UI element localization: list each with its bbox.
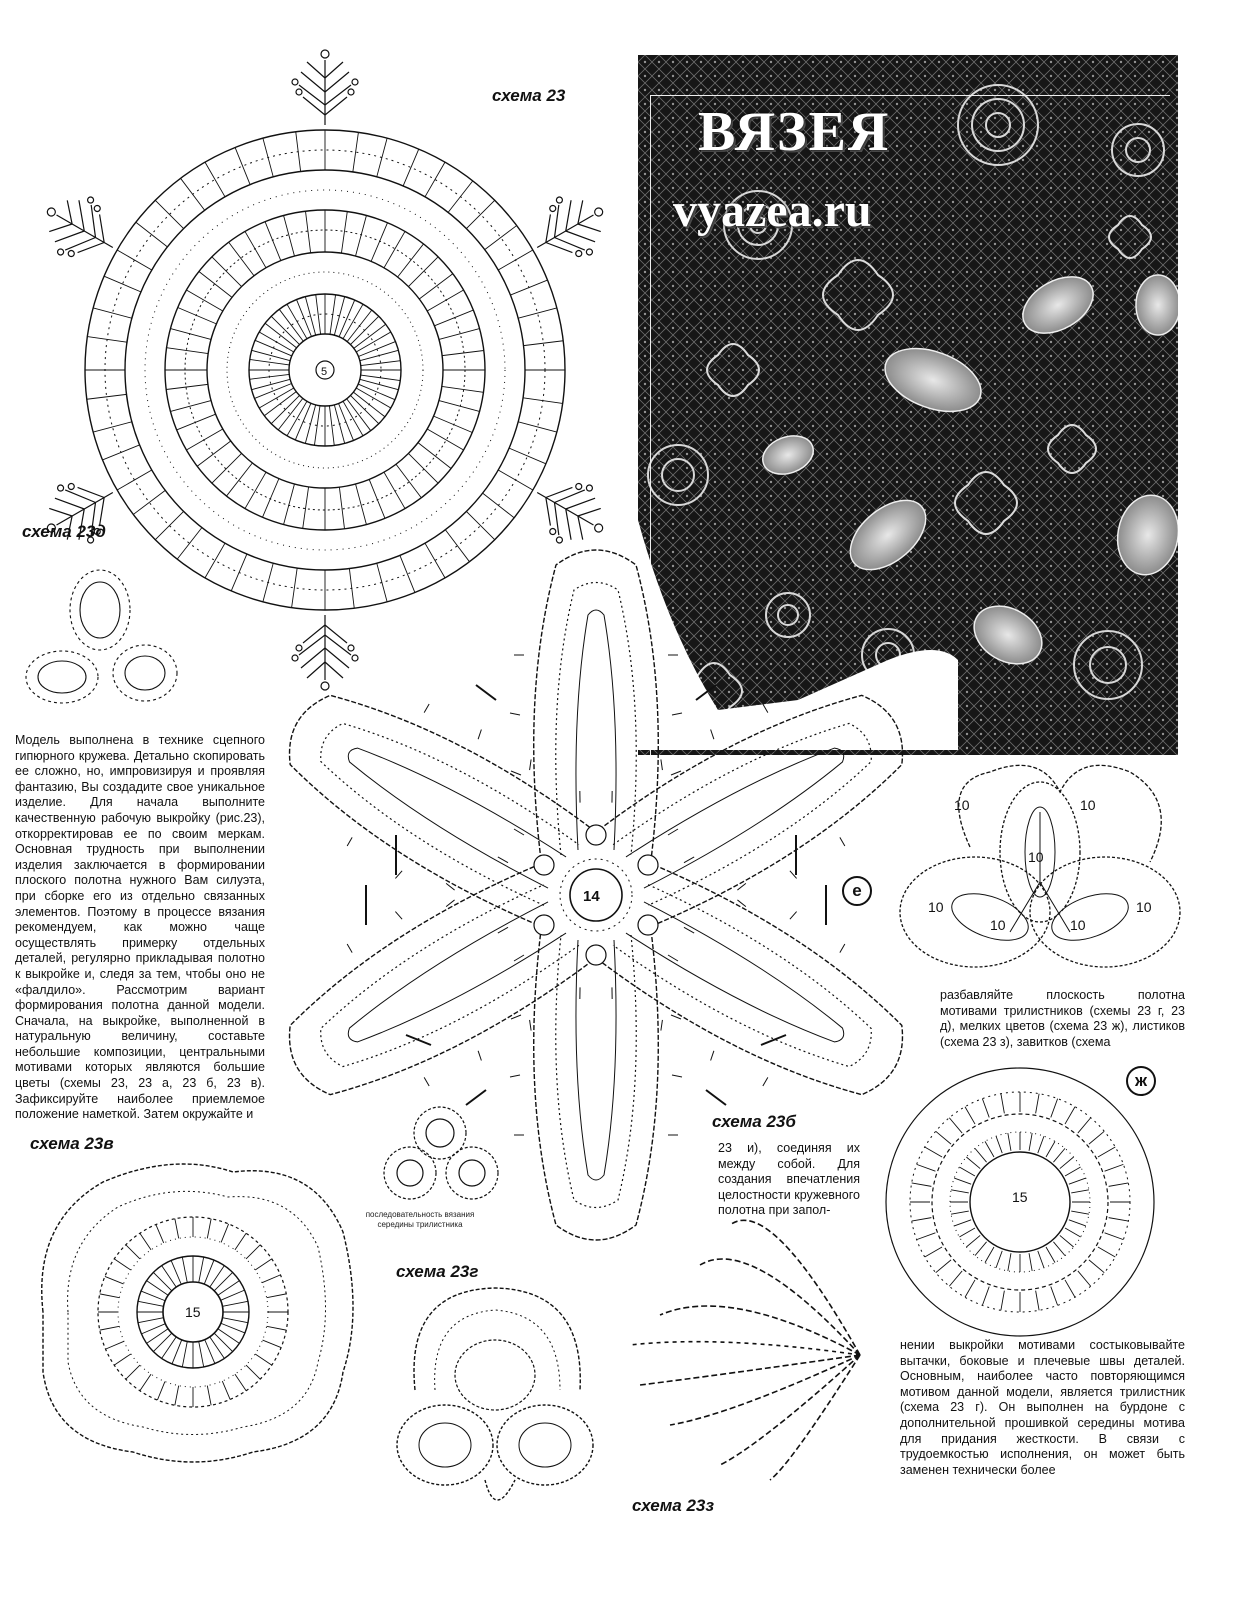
flower-23v-number: 15 bbox=[185, 1304, 201, 1320]
text-bottom-right-block: нении выкройки мотивами состыковывайте вытачки, боковые и плечевые швы деталей. Основным, наиболее часто повторяющимся мотивом данной модели, является трилистник (схема 23 г). Он выполнен на бурдоне с дополнительной прошивкой середины мотива для придания жесткости. В связи с трудоемкостью исполнения, он может быть заменен технически более bbox=[900, 1338, 1185, 1477]
trefoil-e-number-2: 10 bbox=[1080, 797, 1096, 813]
label-schema-23: схема 23 bbox=[492, 86, 566, 105]
label-schema-23d: схема 23д bbox=[22, 522, 106, 541]
letter-zh: ж bbox=[1134, 1071, 1148, 1090]
trefoil-sequence-caption: последовательность вязания середины трилистника bbox=[365, 1210, 475, 1229]
watermark-frame-top bbox=[650, 95, 1170, 96]
chart-23g-trefoil bbox=[385, 1280, 615, 1520]
chart-23d-trefoil bbox=[20, 565, 180, 715]
text-right-block-1: разбавляйте плоскость полотна мотивами трилистников (схемы 23 г, 23 д), мелких цветов (схема 23 ж), листиков (схема 23 з), завитков (схема bbox=[940, 988, 1185, 1049]
trefoil-sequence-diagram bbox=[380, 1103, 500, 1203]
chart-e-trefoil bbox=[880, 752, 1200, 982]
text-left-block: Модель выполнена в технике сцепного гипюрного кружева. Детально скопировать ее сложно, но, импровизируя и проявляя фантазию, Вы создадите свое уникальное изделие. Для начала выполните качественную рабочую выкройку (рис.23), откорректировав ее по своим меркам. Основная трудность при выполнении изделия заключается в формировании плоского полотна нужного Вам силуэта, при сборке его из отдельно связанных элементов. Поэтому в процессе вязания рекомендуем, как можно чаще осуществлять примерку отдельных деталей, регулярно прикладывая полотно к выкройке и, следя за тем, чтобы оно не «фалдило». Рассмотрим вариант формирования полотна данной модели. Сначала, на выкройке, выполненной в натуральную величину, составьте небольшие композиции, центральными мотивами которых являются большие цветы (схемы 23, 23 а, 23 б, 23 в). Зафиксируйте наиболее приемлемое положение наметкой. Затем окружайте и bbox=[15, 733, 265, 1122]
flower-zh-number: 15 bbox=[1012, 1189, 1028, 1205]
chart-23-center-number: 5 bbox=[321, 366, 328, 378]
label-schema-23g: схема 23г bbox=[396, 1262, 479, 1281]
trefoil-e-number-5: 10 bbox=[1136, 899, 1152, 915]
watermark-url: vyazea.ru bbox=[673, 184, 872, 237]
letter-e-badge bbox=[842, 876, 872, 906]
chart-23b-center-number: 14 bbox=[583, 888, 600, 905]
trefoil-e-number-4: 10 bbox=[928, 899, 944, 915]
chart-23z-leaf bbox=[620, 1215, 880, 1485]
chart-23v-flower bbox=[15, 1160, 355, 1470]
label-schema-23z: схема 23з bbox=[632, 1496, 715, 1515]
trefoil-e-number-3: 10 bbox=[1028, 849, 1044, 865]
trefoil-e-number-7: 10 bbox=[1070, 917, 1086, 933]
trefoil-e-number-1: 10 bbox=[954, 797, 970, 813]
label-schema-23b: схема 23б bbox=[712, 1112, 796, 1131]
chart-23zh-flower bbox=[880, 1062, 1160, 1342]
text-middle-block: 23 и), соединяя их между собой. Для создания впечатления целостности кружевного полотна при запол- bbox=[718, 1141, 860, 1218]
watermark-title: ВЯЗЕЯ bbox=[698, 101, 891, 163]
letter-e: е bbox=[852, 881, 862, 900]
label-schema-23v: схема 23в bbox=[30, 1134, 114, 1153]
trefoil-e-number-6: 10 bbox=[990, 917, 1006, 933]
